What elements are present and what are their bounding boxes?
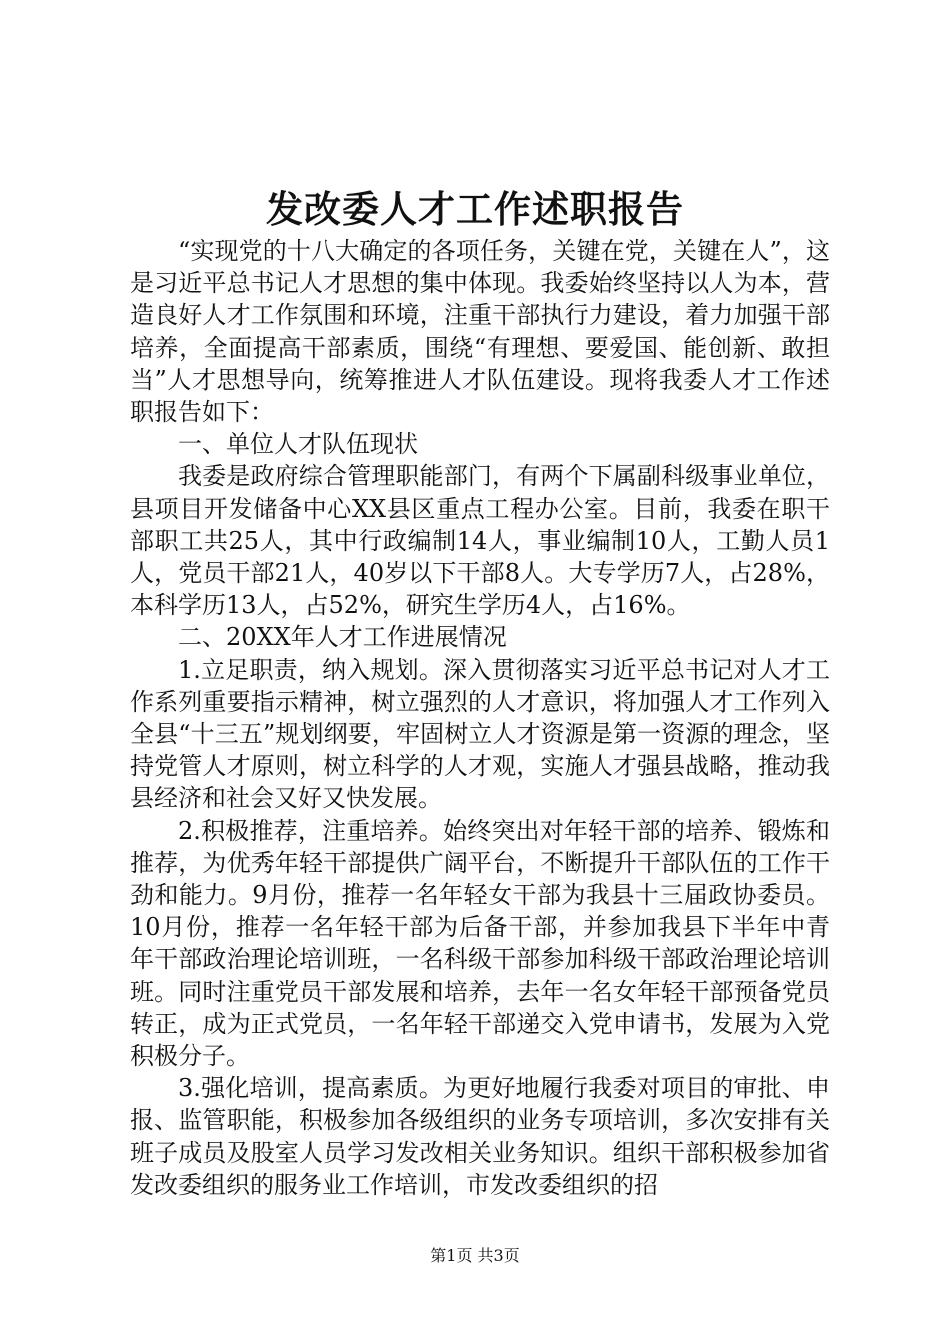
section-heading-1: 一、单位人才队伍现状 <box>178 430 418 459</box>
document-body <box>130 235 830 1201</box>
staff-status-paragraph: 我委是政府综合管理职能部门，有两个下属副科级事业单位，县项目开发储备中心XX县区重点工程办公室。目前，我委在职干部职工共25人，其中行政编制14人，事业编制10人，工勤人员1人，党员干部21人，40岁以下干部8人。大专学历7人，占28%，本科学历13人，占52%，研究生学历4人，占16%。 <box>130 462 830 620</box>
document-title: 发改委人才工作述职报告 <box>266 187 684 231</box>
intro-paragraph: “实现党的十八大确定的各项任务，关键在党，关键在人”，这是习近平总书记人才思想的集中体现。我委始终坚持以人为本，营造良好人才工作氛围和环境，注重干部执行力建设，着力加强干部培养，全面提高干部素质，围绕“有理想、要爱国、能创新、敢担当”人才思想导向，统筹推进人才队伍建设。现将我委人才工作述职报告如下： <box>130 237 830 427</box>
item-3-paragraph: 3.强化培训，提高素质。为更好地履行我委对项目的审批、申报、监管职能，积极参加各级组织的业务专项培训，多次安排有关班子成员及股室人员学习发改相关业务知识。组织干部积极参加省发改委组织的服务业工作培训，市发改委组织的招 <box>130 1074 830 1199</box>
item-1-paragraph: 1.立足职责，纳入规划。深入贯彻落实习近平总书记对人才工作系列重要指示精神，树立强烈的人才意识，将加强人才工作列入全县“十三五”规划纲要，牢固树立人才资源是第一资源的理念，坚持党管人才原则，树立科学的人才观，实施人才强县战略，推动我县经济和社会又好又快发展。 <box>130 655 830 813</box>
section-heading-2: 二、20XX年人才工作进展情况 <box>178 623 507 652</box>
item-2-paragraph: 2.积极推荐，注重培养。始终突出对年轻干部的培养、锻炼和推荐，为优秀年轻干部提供广阔平台，不断提升干部队伍的工作干劲和能力。9月份，推荐一名年轻女干部为我县十三届政协委员。10月份，推荐一名年轻干部为后备干部，并参加我县下半年中青年干部政治理论培训班，一名科级干部参加科级干部政治理论培训班。同时注重党员干部发展和培养，去年一名女年轻干部预备党员转正，成为正式党员，一名年轻干部递交入党申请书，发展为入党积极分子。 <box>130 816 830 1071</box>
page-footer: 第1页 共3页 <box>430 1246 520 1265</box>
